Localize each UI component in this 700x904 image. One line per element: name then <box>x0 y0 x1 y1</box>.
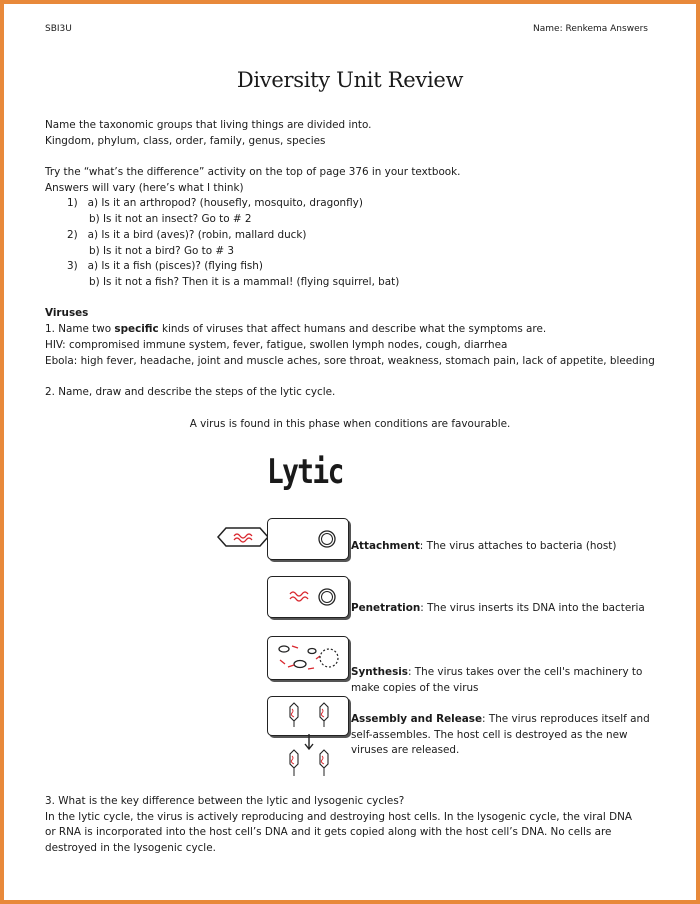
step-assembly-release: Assembly and Release: The virus reproduces itself and self-assembles. The host cell is destroyed as the new viruses are released. <box>351 713 650 757</box>
bacterium-cell-assembly <box>267 696 349 736</box>
step-synthesis: Synthesis: The virus takes over the cell's machinery to make copies of the virus <box>351 666 643 694</box>
q3-question: 3. What is the key difference between the lytic and lysogenic cycles? <box>45 795 405 807</box>
viruses-q2: 2. Name, draw and describe the steps of the lytic cycle. <box>45 386 336 398</box>
viruses-heading: Viruses <box>45 307 89 319</box>
phase-note: A virus is found in this phase when conditions are favourable. <box>189 418 511 430</box>
q3-answer-line-1: In the lytic cycle, the virus is actively reproducing and destroying host cells. In the lysogenic cycle, the viral DNA <box>45 810 632 823</box>
key-item-1a: 1) a) Is it an arthropod? (housefly, mosquito, dragonfly) <box>67 197 363 209</box>
difference-note: Answers will vary (here’s what I think) <box>45 182 244 194</box>
taxonomy-answer: Kingdom, phylum, class, order, family, genus, species <box>45 135 326 147</box>
worksheet-page <box>4 4 696 900</box>
virus-parts-icon <box>268 637 348 679</box>
ebola-answer: Ebola: high fever, headache, joint and muscle aches, sore throat, weakness, stomach pain, lack of appetite, bleeding <box>45 355 655 367</box>
q3-answer-line-2: or RNA is incorporated into the host cell’s DNA and it gets copied along with the host cell’s DNA. No cells are <box>45 826 612 839</box>
viruses-q1: 1. Name two specific kinds of viruses that affect humans and describe what the symptoms are. <box>45 323 547 335</box>
key-item-3a: 3) a) Is it a fish (pisces)? (flying fish) <box>67 260 263 272</box>
student-name: Name: Renkema Answers <box>533 24 648 34</box>
hiv-answer: HIV: compromised immune system, fever, fatigue, swollen lymph nodes, cough, diarrhea <box>45 339 508 351</box>
virus-attaching-icon <box>216 526 272 548</box>
difference-prompt: Try the “what’s the difference” activity on the top of page 376 in your textbook. <box>45 166 461 178</box>
key-item-3b: b) Is it not a fish? Then it is a mammal! (flying squirrel, bat) <box>89 276 400 288</box>
bacterium-cell-attachment <box>267 518 349 560</box>
q3-answer-line-3: destroyed in the lysogenic cycle. <box>45 841 216 854</box>
host-dna-icon <box>268 519 348 559</box>
new-viruses-icon <box>268 697 348 735</box>
key-item-1b: b) Is it not an insect? Go to # 2 <box>89 213 252 225</box>
viral-dna-icon <box>268 577 348 617</box>
release-arrow-icon <box>284 732 334 780</box>
lytic-lysogenic-question <box>45 794 632 856</box>
lytic-handwritten-title: Lytic <box>267 452 343 492</box>
bacterium-cell-penetration <box>267 576 349 618</box>
key-item-2b: b) Is it not a bird? Go to # 3 <box>89 245 235 257</box>
bacterium-cell-synthesis <box>267 636 349 680</box>
step-penetration: Penetration: The virus inserts its DNA into the bacteria <box>351 602 645 614</box>
step-attachment: Attachment: The virus attaches to bacteria (host) <box>351 540 617 552</box>
page-title: Diversity Unit Review <box>236 68 464 92</box>
taxonomy-question: Name the taxonomic groups that living things are divided into. <box>45 119 372 131</box>
course-code: SBI3U <box>45 24 72 34</box>
key-item-2a: 2) a) Is it a bird (aves)? (robin, mallard duck) <box>67 229 307 241</box>
